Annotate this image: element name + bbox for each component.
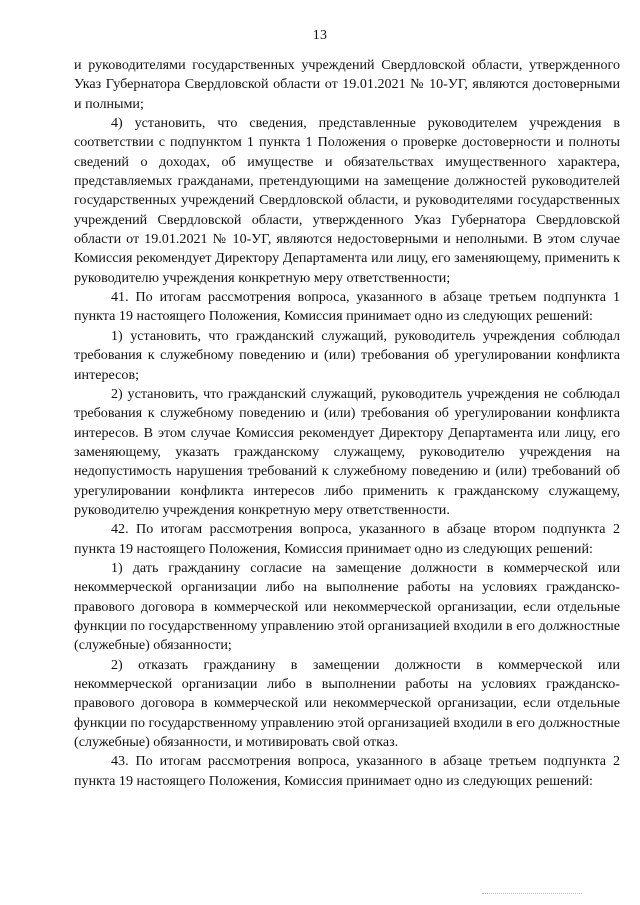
paragraph-41-item-2: 2) установить, что гражданский служащий, руководитель учреждения не соблюдал требования к служебному поведению и (или) требования об урегулировании конфликта интересов. В этом случае Комиссия рекомендует Директору Департамента или лицу, его заменяющему, указать гражданскому служащему, руководителю учреждения на недопустимость нарушения требований к служебному поведению и (или) требований об урегулировании конфликта интересов либо применить к гражданскому служащему, руководителю учреждения конкретную меру ответственности. [74, 385, 620, 518]
scan-artifact [482, 893, 582, 897]
paragraph-item-4: 4) установить, что сведения, представленные руководителем учреждения в соответствии с подпунктом 1 пункта 1 Положения о проверке достоверности и полноты сведений о доходах, об имуществе и обязательствах имущественного характера, представляемых гражданами, претендующими на замещение должностей руководителей государственных учреждений Свердловской области, и руководителями государственных учреждений Свердловской области, утвержденного Указ Губернатора Свердловской области от 19.01.2021 № 10-УГ, являются недостоверными и неполными. В этом случае Комиссия рекомендует Директору Департамента или лицу, его заменяющему, применить к руководителю учреждения конкретную меру ответственности; [74, 115, 620, 286]
document-body [74, 56, 620, 791]
paragraph-42-item-1: 1) дать гражданину согласие на замещение должности в коммерческой или некоммерческой организации либо на выполнение работы на условиях гражданско-правового договора в коммерческой или некоммерческой организации, если отдельные функции по государственному управлению этой организацией входили в его должностные (служебные) обязанности; [74, 559, 620, 654]
paragraph-42-item-2: 2) отказать гражданину в замещении должности в коммерческой или некоммерческой организации либо в выполнении работы на условиях гражданско-правового договора в коммерческой или некоммерческой организации, если отдельные функции по государственному управлению этой организацией входили в его должностные (служебные) обязанности, и мотивировать свой отказ. [74, 656, 620, 751]
paragraph-clause-43: 43. По итогам рассмотрения вопроса, указанного в абзаце третьем подпункта 2 пункта 19 настоящего Положения, Комиссия принимает одно из следующих решений: [74, 753, 620, 789]
paragraph-clause-42: 42. По итогам рассмотрения вопроса, указанного в абзаце втором подпункта 2 пункта 19 настоящего Положения, Комиссия принимает одно из следующих решений: [74, 521, 620, 557]
paragraph-clause-41: 41. По итогам рассмотрения вопроса, указанного в абзаце третьем подпункта 1 пункта 19 настоящего Положения, Комиссия принимает одно из следующих решений: [74, 289, 620, 325]
paragraph-continuation: и руководителями государственных учреждений Свердловской области, утвержденного Указ Губернатора Свердловской области от 19.01.2021 № 10-УГ, являются достоверными и полными; [74, 57, 620, 112]
paragraph-41-item-1: 1) установить, что гражданский служащий, руководитель учреждения соблюдал требования к служебному поведению и (или) требования об урегулировании конфликта интересов; [74, 327, 620, 383]
page-number: 13 [312, 28, 328, 43]
